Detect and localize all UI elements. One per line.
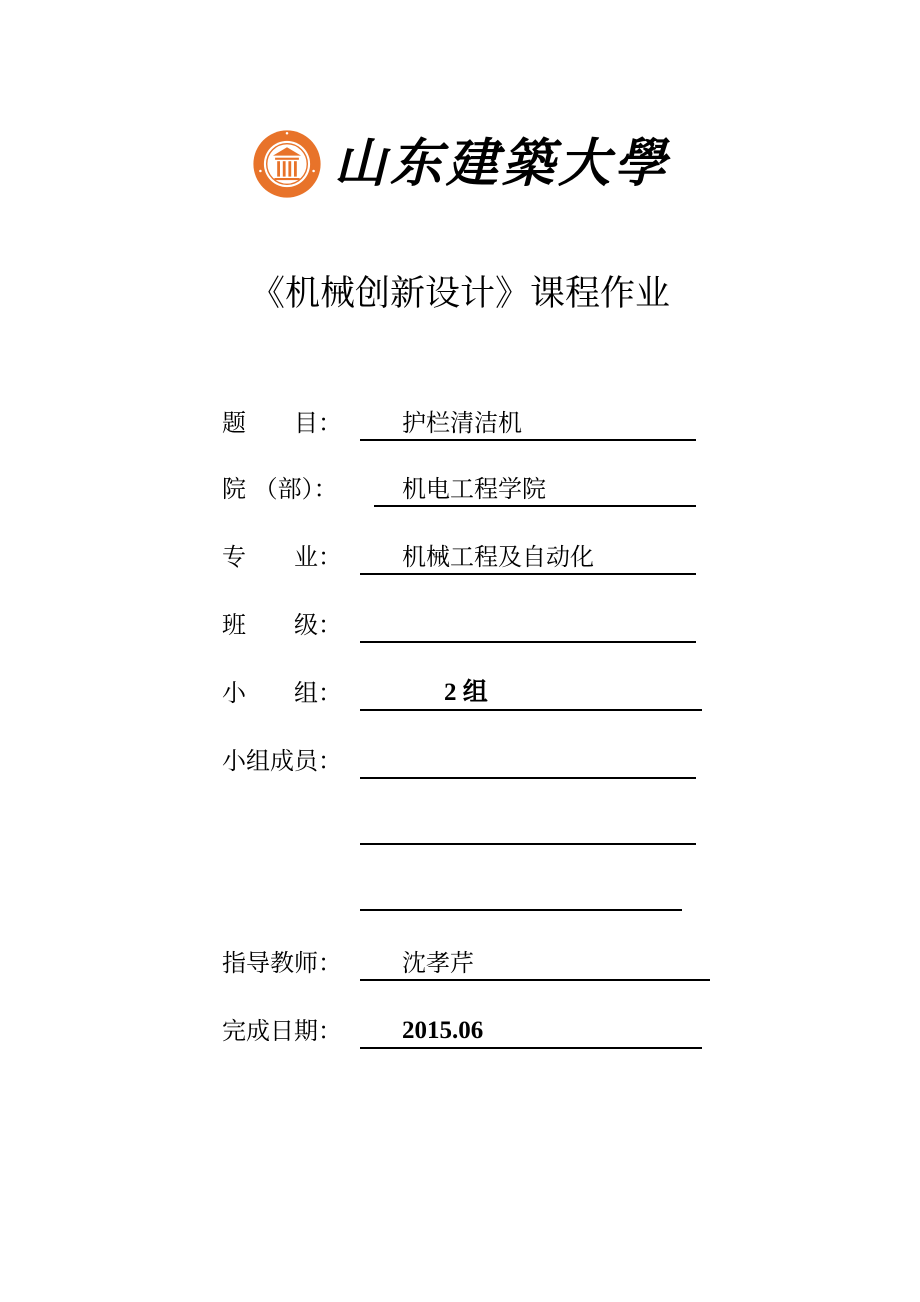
date-value: 2015.06 [402,1017,484,1044]
major-label: 专 业： [222,543,342,571]
group-value: 2 组 [444,679,488,706]
department-value: 机电工程学院 [402,475,546,503]
date-label: 完成日期： [222,1017,342,1045]
class-label: 班 级： [222,611,342,639]
members-underline-1 [360,777,696,779]
members-label: 小组成员： [222,747,342,775]
members-underline-3 [360,909,682,911]
university-header [252,126,670,202]
group-label: 小 组： [222,679,342,707]
advisor-label: 指导教师： [222,949,342,977]
university-name-calligraphy: 山东建築大學 [334,133,671,194]
group-underline [360,709,702,711]
advisor-value: 沈孝芹 [402,949,474,977]
major-value: 机械工程及自动化 [402,543,594,571]
university-seal-logo [252,129,322,199]
document-title: 《机械创新设计》课程作业 [249,274,670,314]
class-underline [360,641,696,643]
members-underline-2 [360,843,696,845]
department-label: 院 （部）： [222,475,338,503]
topic-value: 护栏清洁机 [402,409,522,437]
topic-label: 题 目： [222,409,342,437]
